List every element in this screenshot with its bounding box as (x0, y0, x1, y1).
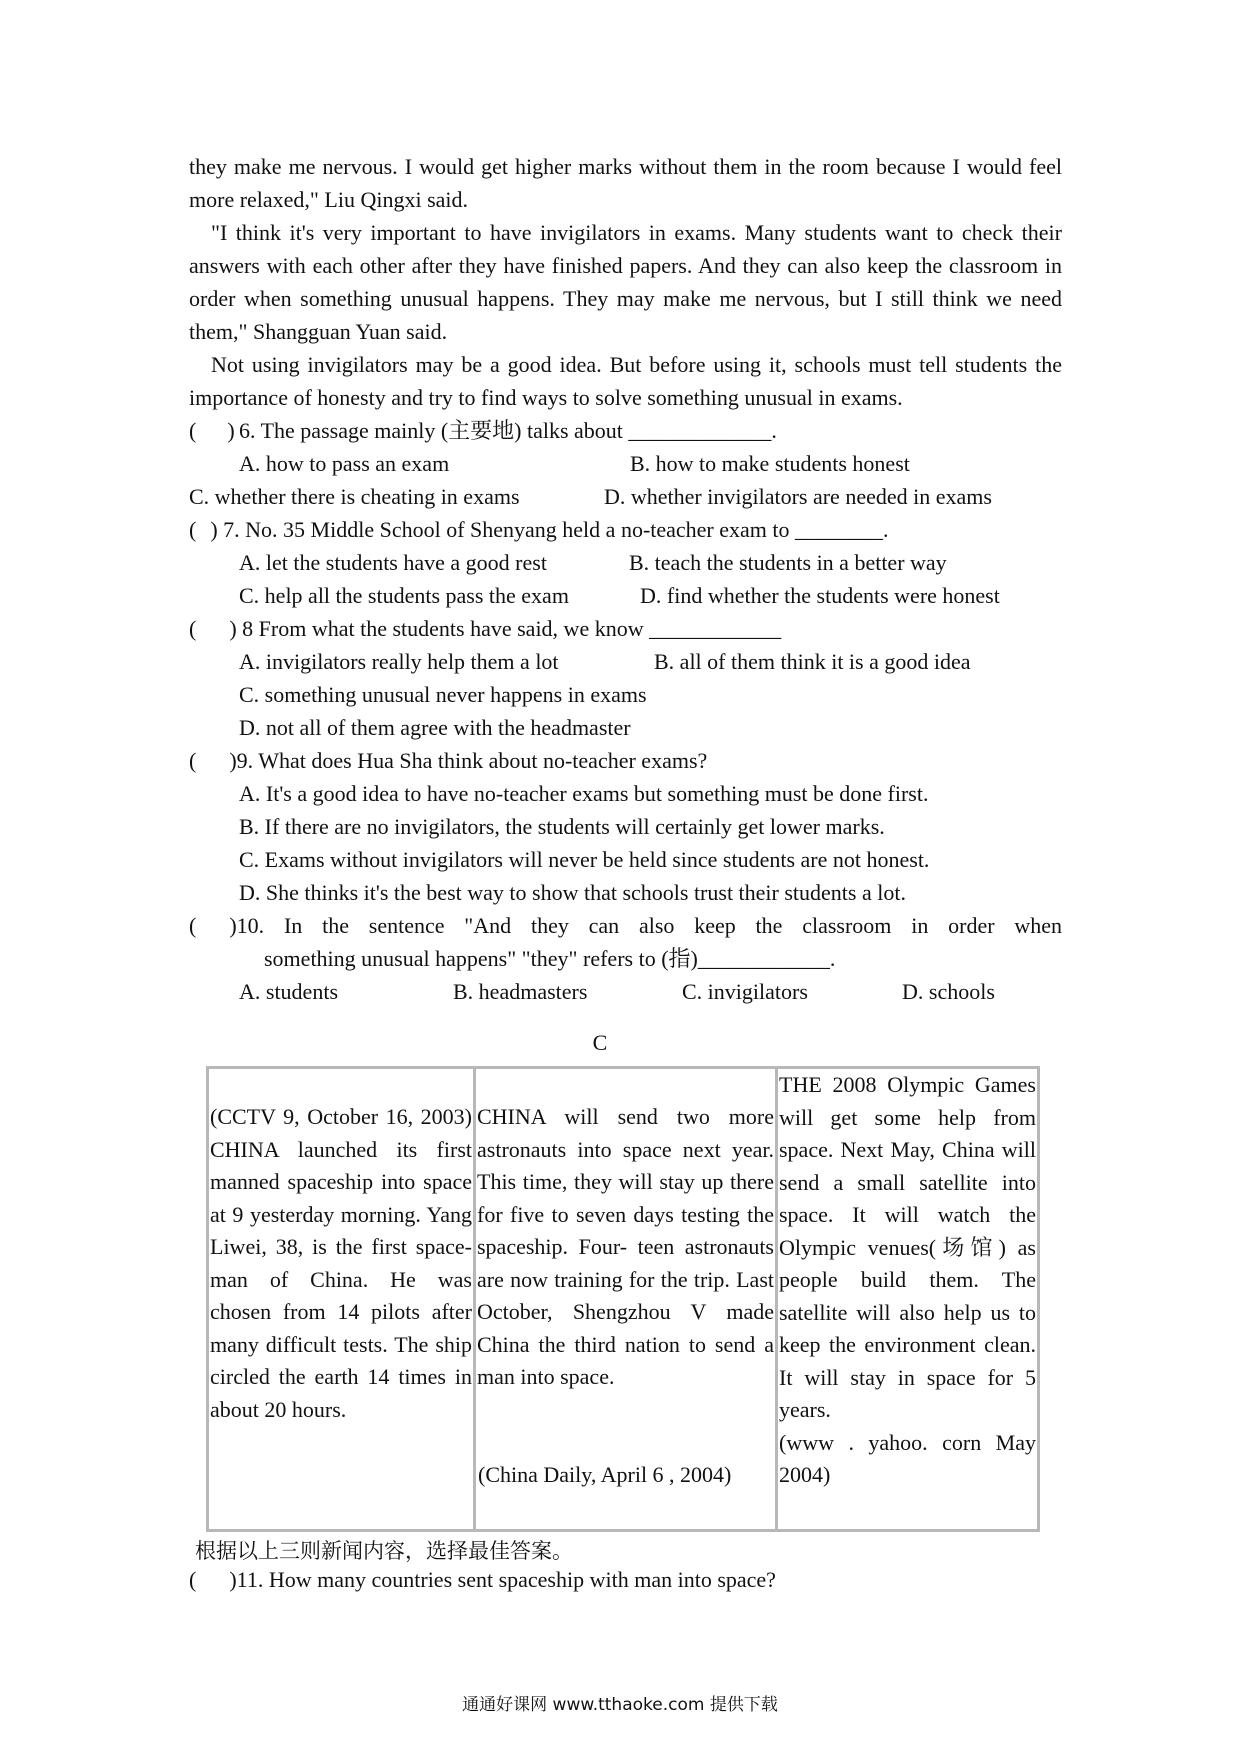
answer-blank-6: ( ) (189, 418, 235, 443)
option-7d: D. find whether the students were honest (640, 583, 1000, 608)
option-9c: C. Exams without invigilators will never be held since students are not honest. (239, 847, 930, 872)
news-column-3 (775, 1069, 1037, 1529)
option-9b: B. If there are no invigilators, the students will certainly get lower marks. (239, 814, 885, 839)
passage-paragraph-1: they make me nervous. I would get higher marks without them in the room because I would feel more relaxed," Liu Qingxi said. (189, 154, 1062, 212)
option-10b: B. headmasters (453, 979, 588, 1004)
option-7b: B. teach the students in a better way (629, 550, 947, 575)
question-9-text: )9. What does Hua Sha think about no-teacher exams? (229, 748, 708, 773)
question-11 (189, 1567, 776, 1593)
question-10 (189, 909, 1062, 942)
section-c-instruction: 根据以上三则新闻内容，选择最佳答案。 (195, 1539, 573, 1563)
news-2-text: CHINA will send two more astronauts into space next year. This time, they will stay up there for five to seven days testing the spaceship. Four- teen astronauts are now training for the trip. Last October, Shengzhou V made China the third nation to send a man into space. (477, 1104, 774, 1389)
option-9a: A. It's a good idea to have no-teacher exams but something must be done first. (239, 781, 929, 806)
option-8c: C. something unusual never happens in exams (239, 682, 647, 707)
reading-passage-section (189, 150, 1062, 1008)
question-7-options-cd (189, 579, 1062, 612)
question-7-text: ) 7. No. 35 Middle School of Shenyang held a no-teacher exam to ________. (210, 517, 889, 542)
option-9d: D. She thinks it's the best way to show that schools trust their students a lot. (239, 880, 906, 905)
question-7 (189, 513, 1062, 546)
answer-blank-8: ( (189, 616, 197, 641)
option-10d: D. schools (902, 979, 995, 1004)
option-7c: C. help all the students pass the exam (239, 583, 569, 608)
question-6 (189, 414, 1062, 447)
news-2-source: (China Daily, April 6 , 2004) (478, 1462, 732, 1487)
question-8 (189, 612, 1062, 645)
option-8d: D. not all of them agree with the headmaster (239, 715, 631, 740)
question-10-text: )10. In the sentence "And they can also keep the classroom in order when (229, 913, 1062, 938)
page-footer: 通通好课网 www.tthaoke.com 提供下载 (462, 1695, 778, 1715)
option-6c: C. whether there is cheating in exams (189, 484, 520, 509)
question-6-options-ab (189, 447, 1062, 480)
option-6b: B. how to make students honest (630, 451, 910, 476)
option-10a: A. students (239, 979, 338, 1004)
answer-blank-10: ( (189, 913, 197, 938)
option-6d: D. whether invigilators are needed in exams (604, 484, 992, 509)
option-8a: A. invigilators really help them a lot (239, 649, 559, 674)
news-column-2 (473, 1069, 775, 1529)
answer-blank-7: ( (189, 517, 197, 542)
question-8-text: ) 8 From what the students have said, we know ____________ (229, 616, 782, 641)
question-6-text: 6. The passage mainly (主要地) talks about _____________. (239, 418, 777, 443)
answer-blank-9: ( (189, 748, 197, 773)
passage-paragraph-3: Not using invigilators may be a good idea. But before using it, schools must tell students the importance of honesty and try to find ways to solve something unusual in exams. (189, 352, 1062, 410)
option-6a: A. how to pass an exam (239, 451, 450, 476)
news-3-text: THE 2008 Olympic Games will get some help from space. Next May, China will send a small satellite into space. It will watch the Olympic venues(场馆) as people build them. The satellite will also help us to keep the environment clean. It will stay in space for 5 years. (779, 1072, 1036, 1422)
option-7a: A. let the students have a good rest (239, 550, 547, 575)
question-7-options-ab (189, 546, 1062, 579)
passage-paragraph-2: "I think it's very important to have invigilators in exams. Many students want to check their answers with each other after they have finished papers. And they can also keep the classroom in order when something unusual happens. They may make me nervous, but I still think we need them," Shangguan Yuan said. (189, 220, 1062, 344)
section-c-heading: C (592, 1030, 608, 1055)
option-8b: B. all of them think it is a good idea (654, 649, 971, 674)
news-table (206, 1066, 1040, 1532)
news-1-text: (CCTV 9, October 16, 2003) CHINA launched its first manned spaceship into space at 9 yesterday morning. Yang Liwei, 38, is the first space- man of China. He was chosen from 14 pilots after many difficult tests. The ship circled the earth 14 times in about 20 hours. (210, 1104, 472, 1422)
news-3-source: (www . yahoo. corn May 2004) (779, 1429, 1036, 1487)
question-11-text: )11. How many countries sent spaceship with man into space? (229, 1567, 776, 1592)
question-6-options-cd (189, 480, 1062, 513)
question-8-options-ab (189, 645, 1062, 678)
question-10-continuation: something unusual happens" "they" refers to (指)____________. (264, 946, 836, 971)
question-9 (189, 744, 1062, 777)
option-10c: C. invigilators (682, 979, 808, 1004)
answer-blank-11: ( (189, 1567, 197, 1592)
question-10-options (189, 975, 1062, 1008)
news-column-1 (209, 1069, 473, 1529)
